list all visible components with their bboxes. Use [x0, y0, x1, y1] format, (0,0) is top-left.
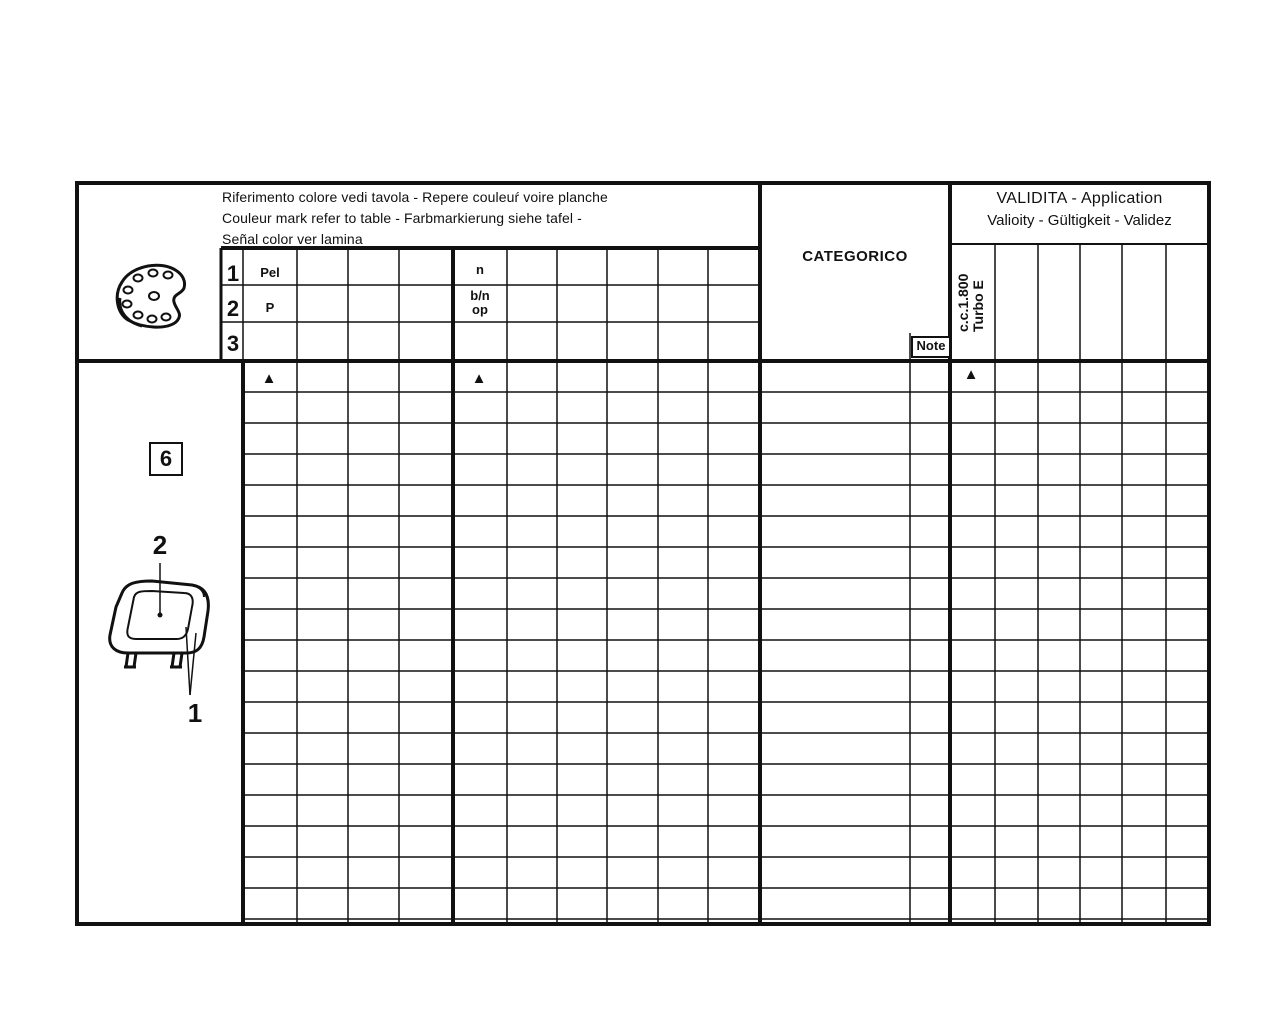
code-n: n	[476, 262, 484, 277]
palette-icon	[112, 260, 190, 330]
categorico-label: CATEGORICO	[802, 248, 908, 265]
validity-column-label-line-1: c.c.1.800	[955, 273, 971, 332]
validity-column-label-line-2: Turbo E	[970, 280, 986, 332]
code-pel: Pel	[260, 265, 280, 280]
marker-triangle-1: ▲	[261, 370, 277, 387]
callout-2: 2	[152, 530, 168, 560]
note-label: Note	[911, 336, 951, 358]
marker-triangle-3: ▲	[963, 366, 979, 383]
colour-reference-line-2: Couleur mark refer to table - Farbmarkierung siehe tafel -	[222, 210, 582, 226]
form-frame	[77, 183, 1209, 924]
colour-reference-text	[222, 187, 608, 250]
row-number-3: 3	[226, 331, 240, 356]
marker-triangle-2: ▲	[471, 370, 487, 387]
code-p: P	[265, 300, 275, 315]
validity-column-label	[956, 274, 986, 332]
headrest-illustration	[100, 555, 220, 705]
row-number-1: 1	[226, 261, 240, 286]
callout-1: 1	[187, 698, 203, 728]
figure-number: 6	[149, 442, 183, 476]
code-bn: b/n	[470, 288, 490, 303]
row-number-2: 2	[226, 296, 240, 321]
code-op: op	[472, 302, 488, 317]
validity-subtitle: Valioity - Gültigkeit - Validez	[987, 212, 1172, 229]
validity-title: VALIDITA - Application	[996, 190, 1163, 207]
code-bn-op	[460, 289, 500, 317]
colour-reference-line-1: Riferimento colore vedi tavola - Repere couleuŕ voire planche	[222, 189, 608, 205]
colour-reference-line-3: Señal color ver lamina	[222, 231, 363, 247]
